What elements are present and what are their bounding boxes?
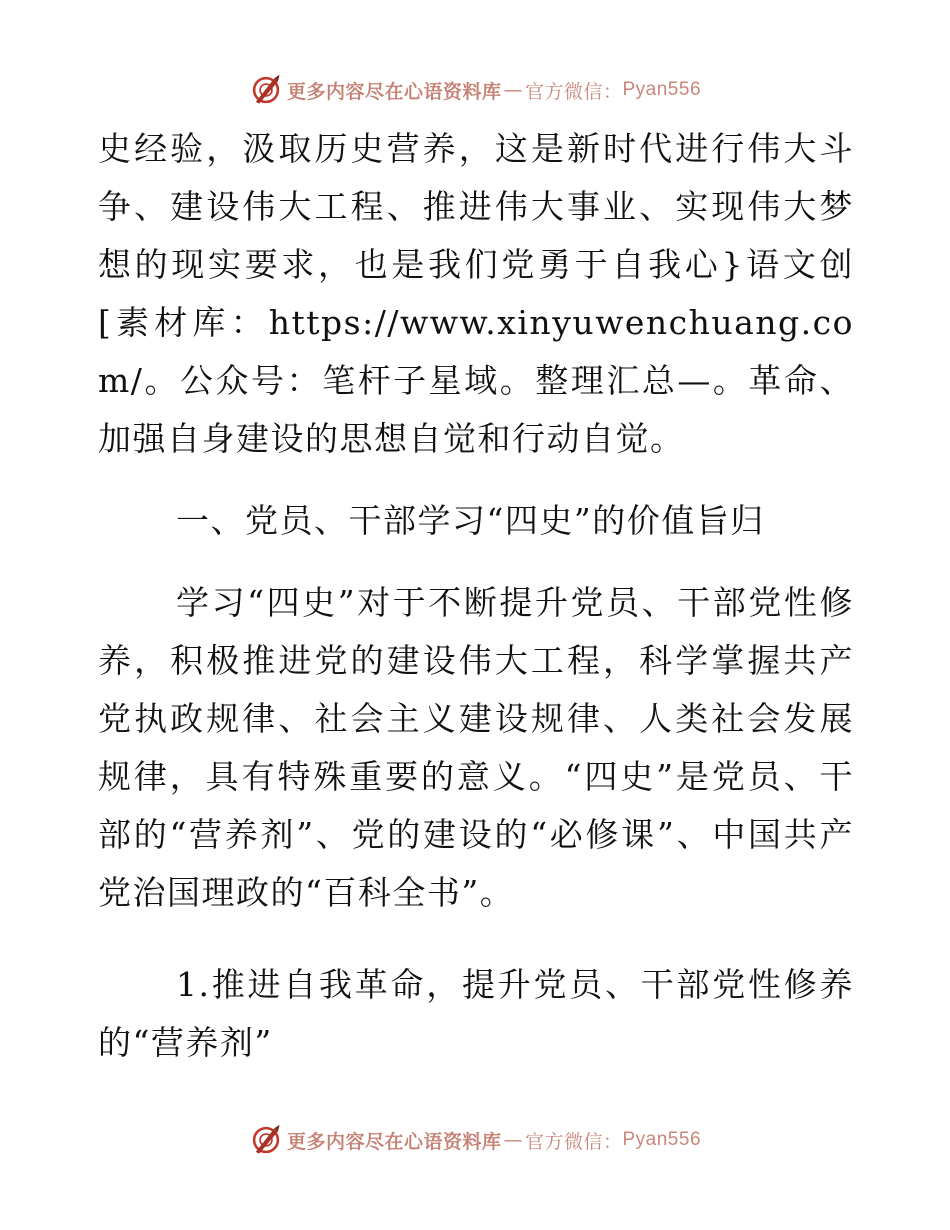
banner-dash: — (503, 1129, 523, 1151)
banner-main-text: 更多内容尽在心语资料库 (286, 1130, 502, 1153)
subsection-heading-1: 1.推进自我革命，提升党员、干部党性修养的“营养剂” (98, 965, 854, 1062)
quill-pen-logo-icon (249, 1123, 283, 1157)
quill-pen-logo-icon (249, 73, 283, 107)
banner-sub-text: 官方微信： (524, 1130, 623, 1153)
section-heading-1: 一、党员、干部学习“四史”的价值旨归 (176, 501, 765, 540)
body-paragraph-1: 史经验，汲取历史营养，这是新时代进行伟大斗争、建设伟大工程、推进伟大事业、实现伟大梦想的现实要求，也是我们党勇于自我心}语文创[素材库：https://www.xinyuwenchuang.com/。公众号：笔杆子星域。整理汇总—。革命、加强自身建设的思想自觉和行动自觉。 (98, 129, 854, 458)
body-paragraph-2: 学习“四史”对于不断提升党员、干部党性修养，积极推进党的建设伟大工程，科学掌握共产党执政规律、社会主义建设规律、人类社会发展规律，具有特殊重要的意义。“四史”是党员、干部的“营养剂”、党的建设的“必修课”、中国共产党治国理政的“百科全书”。 (98, 583, 854, 912)
banner-sub-text: 官方微信： (524, 80, 623, 103)
banner-dash: — (503, 79, 523, 101)
banner-main-text: 更多内容尽在心语资料库 (286, 80, 502, 103)
header-banner (0, 70, 950, 110)
banner-wechat-id: Pyan556 (622, 1129, 702, 1150)
document-body (98, 120, 854, 1072)
footer-banner (0, 1120, 950, 1160)
banner-wechat-id: Pyan556 (622, 79, 702, 100)
